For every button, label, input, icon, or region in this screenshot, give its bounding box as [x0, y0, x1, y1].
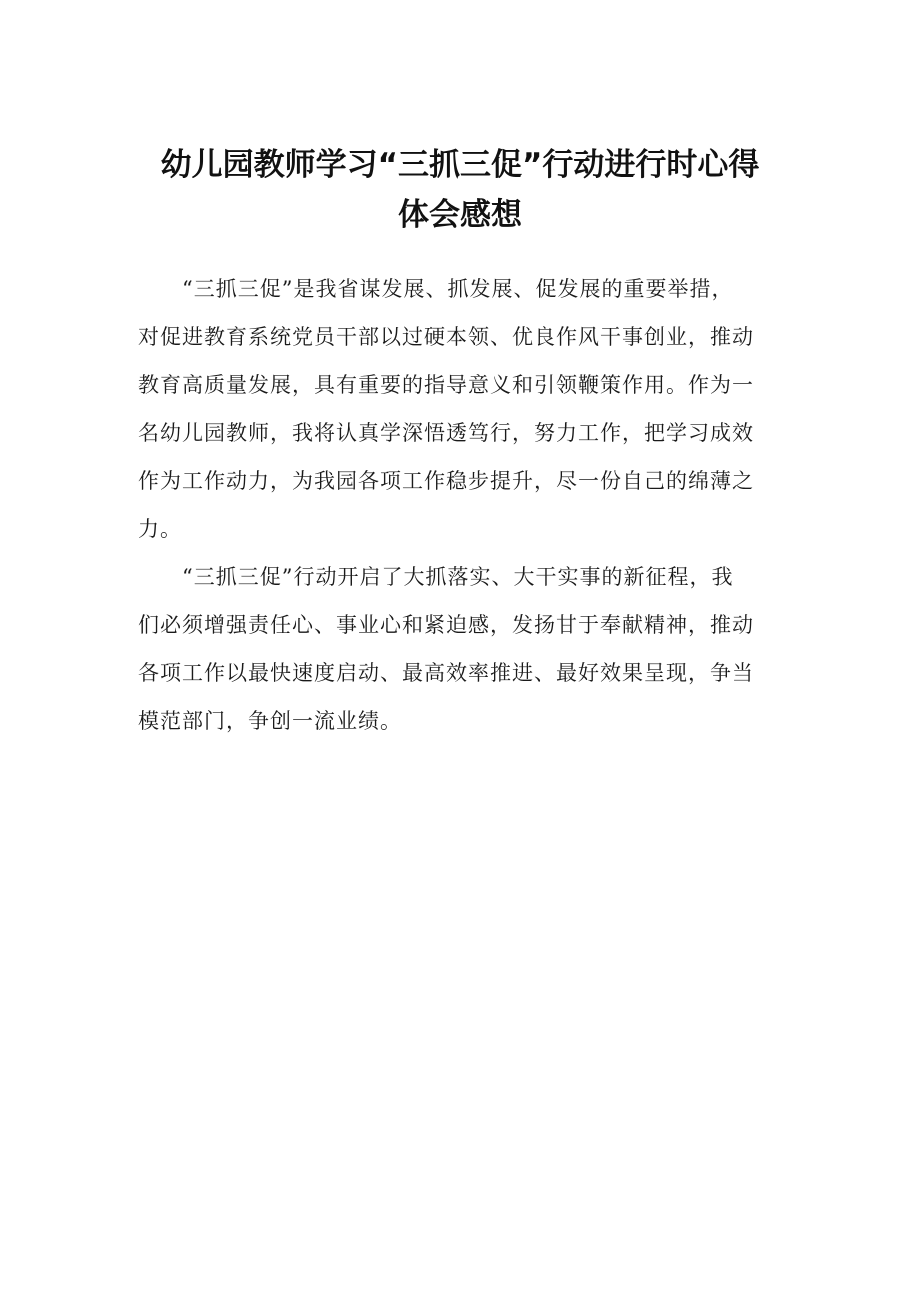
- document-title-line-2: 体会感想: [398, 197, 522, 233]
- paragraph-1-line-4: 名幼儿园教师，我将认真学深悟透笃行，努力工作，把学习成效: [138, 421, 754, 445]
- paragraph-1-line-5: 作为工作动力，为我园各项工作稳步提升，尽一份自己的绵薄之: [138, 469, 754, 493]
- paragraph-1-line-2: 对促进教育系统党员干部以过硬本领、优良作风干事创业，推动: [138, 325, 754, 349]
- paragraph-2-line-4: 模范部门，争创一流业绩。: [138, 709, 402, 733]
- paragraph-1-line-1: “三抓三促”是我省谋发展、抓发展、促发展的重要举措，: [138, 277, 734, 301]
- paragraph-1-line-6: 力。: [138, 517, 182, 541]
- paragraph-2-line-3: 各项工作以最快速度启动、最高效率推进、最好效果呈现，争当: [138, 661, 754, 685]
- paragraph-2-line-1: “三抓三促”行动开启了大抓落实、大干实事的新征程，我: [138, 565, 734, 589]
- document-title-line-1: 幼儿园教师学习“三抓三促”行动进行时心得: [160, 147, 760, 183]
- paragraph-1-line-3: 教育高质量发展，具有重要的指导意义和引领鞭策作用。作为一: [138, 373, 754, 397]
- paragraph-2-line-2: 们必须增强责任心、事业心和紧迫感，发扬甘于奉献精神，推动: [138, 613, 754, 637]
